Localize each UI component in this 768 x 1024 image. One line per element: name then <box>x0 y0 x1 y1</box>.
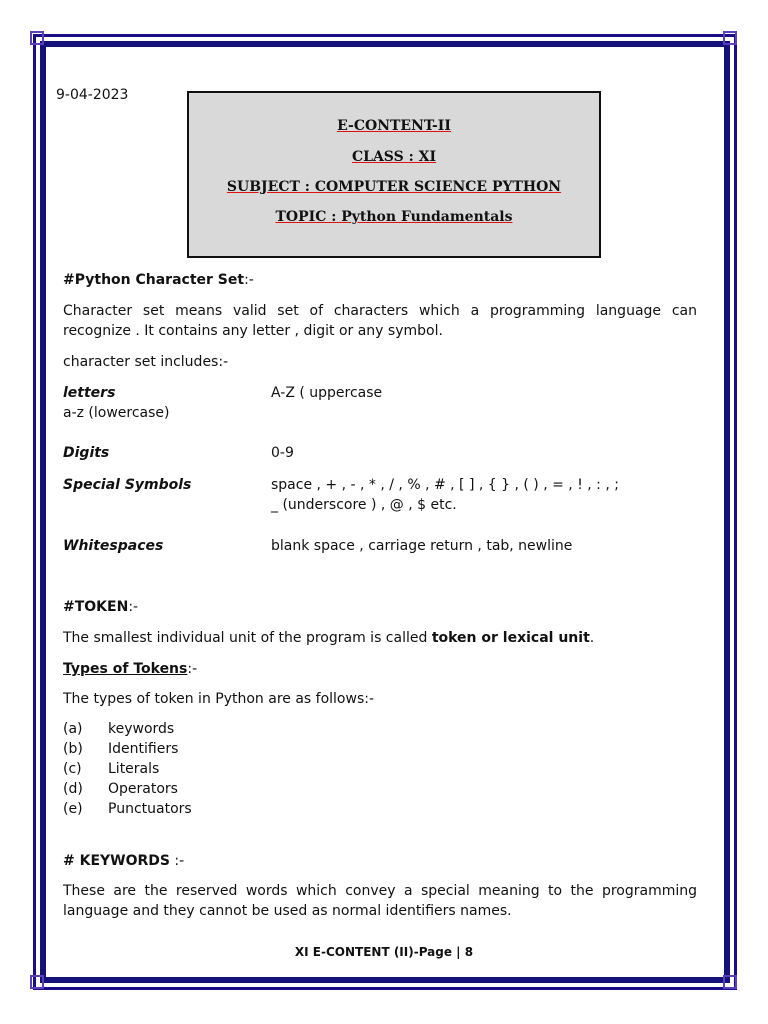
symbols-label: Special Symbols <box>63 477 192 493</box>
charset-heading-text: #Python Character Set <box>63 272 245 288</box>
title-line <box>189 118 599 134</box>
charset-heading-suffix: :- <box>244 272 254 288</box>
corner-ornament <box>723 31 737 45</box>
charset-digits-row <box>63 443 697 463</box>
keywords-heading-text: # KEYWORDS <box>63 853 170 869</box>
whitespace-value: blank space , carriage return , tab, newline <box>271 538 573 554</box>
list-marker: (d) <box>63 781 83 797</box>
list-text: Identifiers <box>108 741 179 757</box>
digits-value: 0-9 <box>271 445 294 461</box>
list-marker: (a) <box>63 721 83 737</box>
title-econtent: E-CONTENT-II <box>337 118 451 134</box>
charset-includes: character set includes:- <box>63 354 229 370</box>
list-marker: (c) <box>63 761 82 777</box>
types-heading <box>63 659 697 679</box>
token-heading-suffix: :- <box>128 599 139 615</box>
title-topic: TOPIC : Python Fundamentals <box>275 209 513 225</box>
list-text: keywords <box>108 721 175 737</box>
corner-ornament <box>30 31 44 45</box>
token-types-list <box>63 719 697 819</box>
corner-ornament <box>723 975 737 989</box>
title-line <box>189 179 599 195</box>
list-text: Punctuators <box>108 801 192 817</box>
charset-letters-row <box>63 383 697 403</box>
list-marker: (b) <box>63 741 83 757</box>
title-box <box>187 91 601 258</box>
document-date: 9-04-2023 <box>56 87 129 103</box>
list-item <box>63 739 697 759</box>
title-subject: SUBJECT : COMPUTER SCIENCE PYTHON <box>226 179 562 195</box>
list-text: Literals <box>108 761 160 777</box>
types-heading-text: Types of Tokens <box>63 661 188 677</box>
list-item <box>63 759 697 779</box>
charset-definition: Character set means valid set of characters which a programming language can recognize . It contains any letter , digit or any symbol. <box>63 303 697 339</box>
title-line <box>189 149 599 165</box>
title-line <box>189 209 599 225</box>
list-item <box>63 799 697 819</box>
list-marker: (e) <box>63 801 83 817</box>
token-definition-start: The smallest individual unit of the program is called <box>63 630 432 646</box>
token-definition-end: . <box>589 630 595 646</box>
page-footer: XI E-CONTENT (II)-Page | 8 <box>294 945 474 959</box>
keywords-heading-suffix: :- <box>169 853 185 869</box>
types-heading-suffix: :- <box>187 661 198 677</box>
title-class: CLASS : XI <box>351 149 437 165</box>
list-text: Operators <box>108 781 178 797</box>
symbols-value-1: space , + , - , * , / , % , # , [ ] , { } , ( ) , = , ! , : , ; <box>271 477 619 493</box>
list-item <box>63 779 697 799</box>
letters-value: A-Z ( uppercase <box>271 385 383 401</box>
charset-symbols-row <box>63 475 697 495</box>
charset-heading <box>63 270 697 290</box>
token-definition <box>63 628 697 648</box>
keywords-heading <box>63 851 697 871</box>
token-definition-bold: token or lexical unit <box>431 630 590 646</box>
letters-continuation: a-z (lowercase) <box>63 405 170 421</box>
letters-label: letters <box>63 385 116 401</box>
list-item <box>63 719 697 739</box>
token-heading <box>63 597 697 617</box>
digits-label: Digits <box>63 445 110 461</box>
charset-whitespace-row <box>63 536 697 556</box>
token-heading-text: #TOKEN <box>63 599 129 615</box>
keywords-definition: These are the reserved words which convey a special meaning to the programming language and they cannot be used as normal identifiers names. <box>63 883 697 919</box>
whitespace-label: Whitespaces <box>63 538 164 554</box>
types-intro: The types of token in Python are as follows:- <box>63 691 375 707</box>
corner-ornament <box>30 975 44 989</box>
symbols-value-2: _ (underscore ) , @ , $ etc. <box>271 497 457 513</box>
